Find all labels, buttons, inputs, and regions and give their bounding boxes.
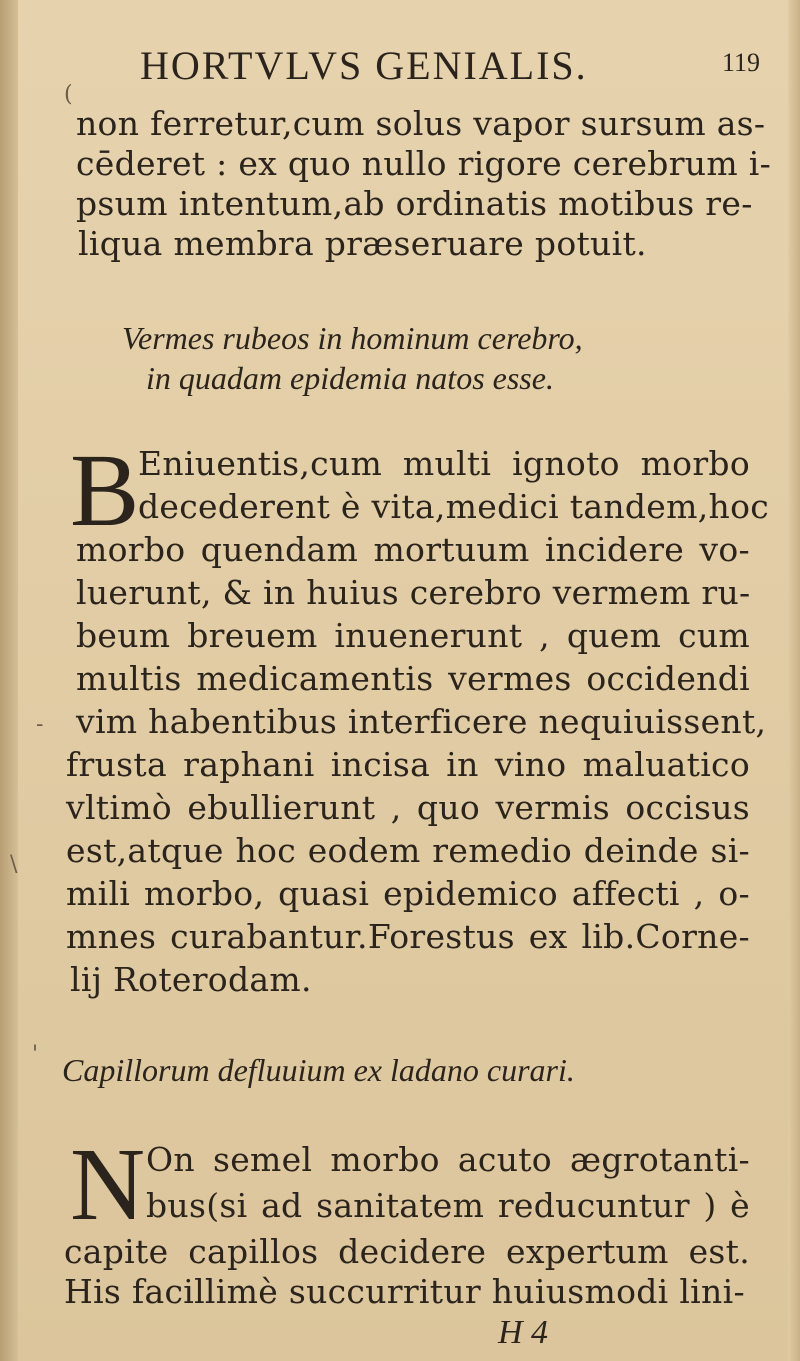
intro-line: liqua membra præseruare potuit. <box>78 224 647 263</box>
body-line: vltimò ebullierunt , quo vermis occisus <box>66 788 750 827</box>
signature-mark: H 4 <box>498 1314 549 1351</box>
body-line: multis medicamentis vermes occidendi <box>76 659 750 698</box>
running-header <box>140 42 760 89</box>
body-line: mnes curabantur.Forestus ex lib.Corne- <box>66 917 750 956</box>
body-line: vim habentibus interficere nequiuissent, <box>76 702 767 741</box>
body-line: bus(si ad sanitatem reducuntur ) è <box>146 1186 750 1225</box>
body-line: capite capillos decidere expertum est. <box>64 1232 750 1271</box>
body-line: beum breuem inuenerunt , quem cum <box>76 616 750 655</box>
body-line: morbo quendam mortuum incidere vo- <box>76 530 750 569</box>
body-line: mili morbo, quasi epidemico affecti , o- <box>66 874 750 913</box>
body-line: Eniuentis,cum multi ignoto morbo <box>138 444 750 483</box>
body-line: frusta raphani incisa in vino maluatico <box>66 745 750 784</box>
drop-cap: B <box>70 433 140 548</box>
page-number: 119 <box>721 48 760 77</box>
section-heading: Vermes rubeos in hominum cerebro, <box>122 320 583 356</box>
body-line: lij Roterodam. <box>70 960 312 999</box>
page-edge-right <box>788 0 800 1361</box>
body-line: decederent è vita,medici tandem,hoc <box>138 487 770 526</box>
intro-line: psum intentum,ab ordinatis motibus re- <box>76 184 753 223</box>
body-line: est,atque hoc eodem remedio deinde si- <box>66 831 750 870</box>
body-line: luerunt, & in huius cerebro vermem ru- <box>76 573 751 612</box>
body-line: On semel morbo acuto ægrotanti- <box>146 1140 750 1179</box>
paper-fleck: - <box>36 712 44 737</box>
running-title: HORTVLVS GENIALIS. <box>140 43 588 88</box>
paper-fleck: ( <box>64 82 73 107</box>
paper-fleck: ' <box>32 1042 39 1067</box>
intro-line: non ferretur,cum solus vapor sursum as- <box>76 104 766 143</box>
intro-line: cēderet : ex quo nullo rigore cerebrum i- <box>76 144 772 183</box>
drop-cap: N <box>70 1127 146 1242</box>
section-heading: Capillorum defluuium ex ladano curari. <box>62 1052 575 1088</box>
body-line: His facillimè succurritur huiusmodi lini- <box>64 1272 745 1311</box>
page-gutter-left <box>0 0 18 1361</box>
paper-fleck: \ <box>10 852 18 877</box>
section-heading: in quadam epidemia natos esse. <box>146 360 554 396</box>
